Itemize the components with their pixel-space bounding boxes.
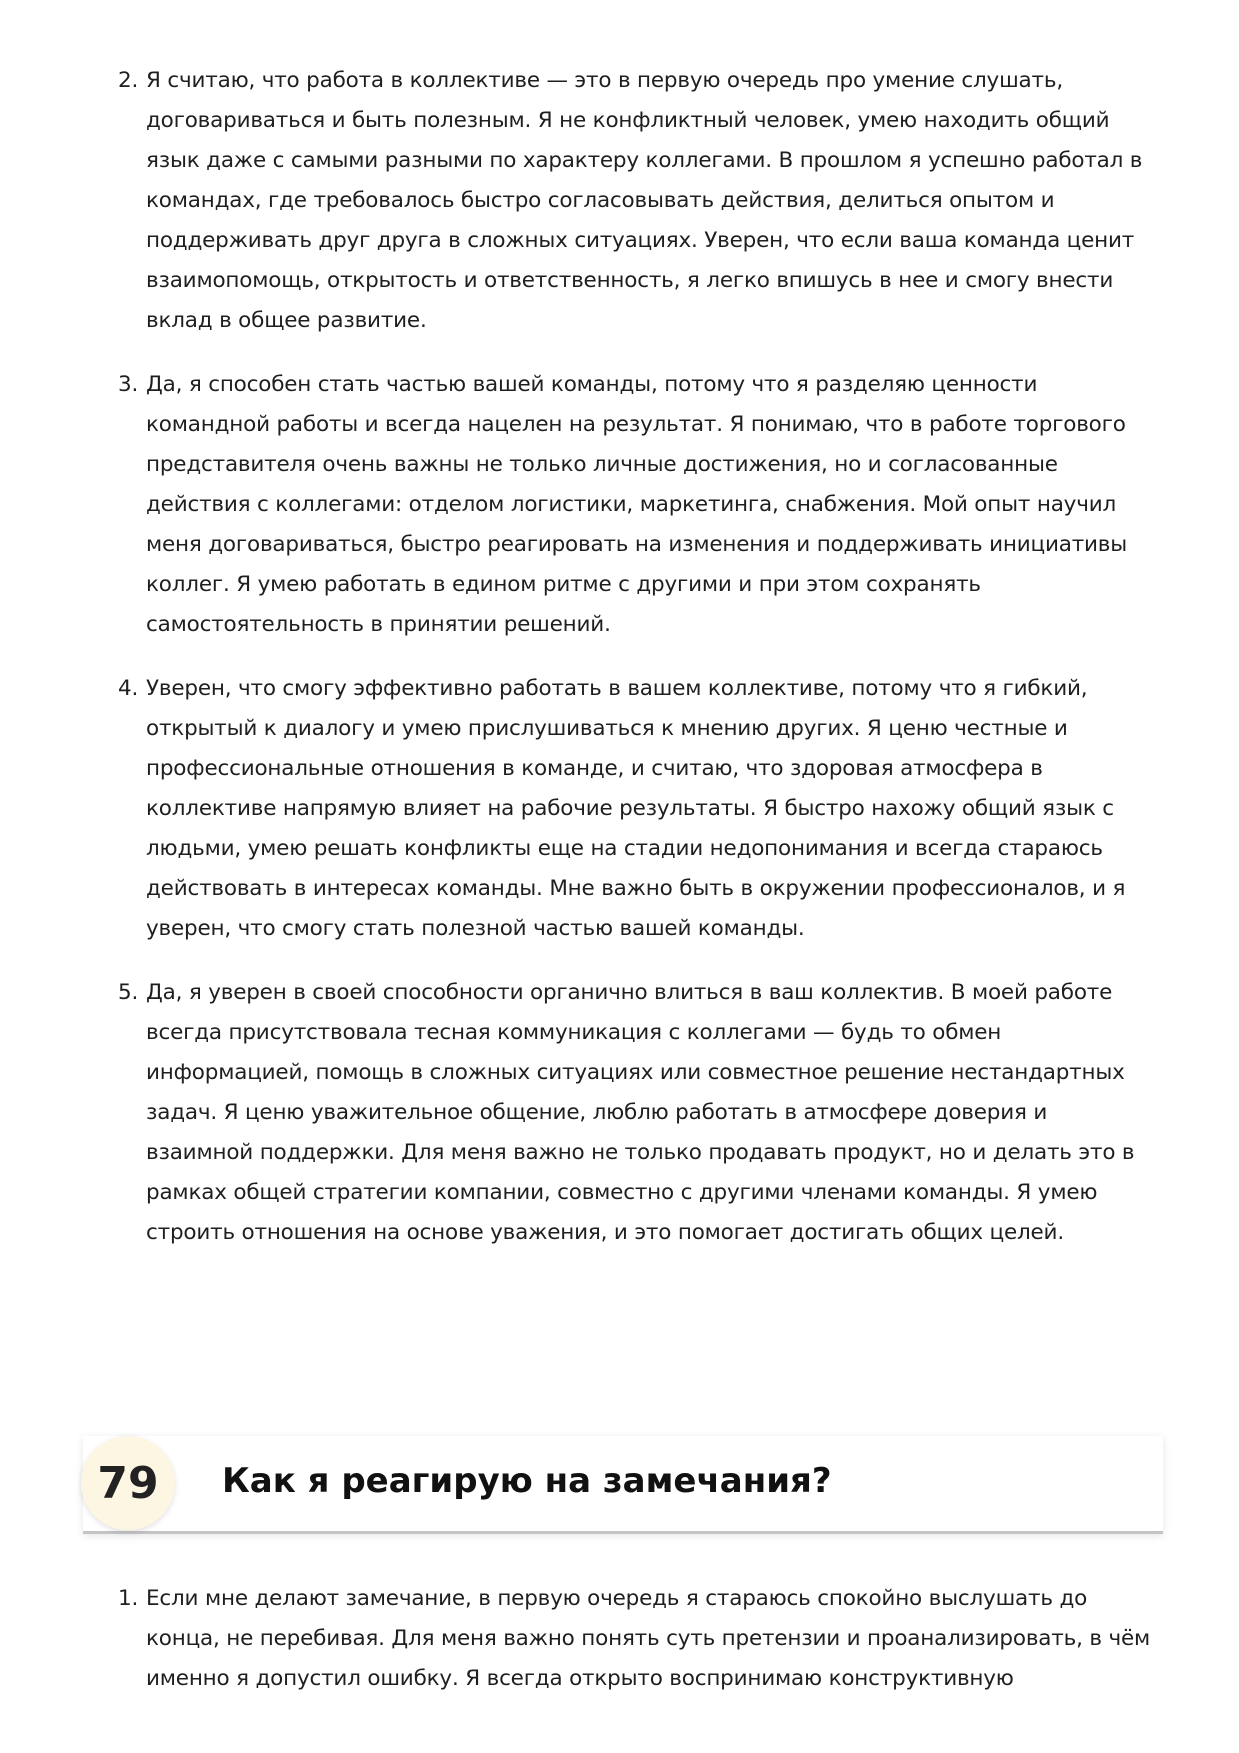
list-item-text: Уверен, что смогу эффективно работать в вашем коллективе, потому что я гибкий, открытый к диалогу и умею прислушиваться к мнению других. Я ценю честные и профессиональные отношения в команде, и считаю, что здоровая атмосфера в коллективе напрямую влияет на рабочие результаты. Я быстро нахожу общий язык с людьми, умею решать конфликты еще на стадии недопонимания и всегда стараюсь действовать в интересах команды. Мне важно быть в окружении профессионалов, и я уверен, что смогу стать полезной частью вашей команды. [146,676,1126,941]
list-item-text: Я считаю, что работа в коллективе — это в первую очередь про умение слушать, договариваться и быть полезным. Я не конфликтный человек, умею находить общий язык даже с самыми разными по характеру коллегами. В прошлом я успешно работал в командах, где требовалось быстро согласовывать действия, делиться опытом и поддерживать друг друга в сложных ситуациях. Уверен, что если ваша команда ценит взаимопомощь, открытость и ответственность, я легко впишусь в нее и смогу внести вклад в общее развитие. [146,68,1143,333]
list-item-text: Да, я способен стать частью вашей команды, потому что я разделяю ценности командной работы и всегда нацелен на результат. Я понимаю, что в работе торгового представителя очень важны не только личные достижения, но и согласованные действия с коллегами: отделом логистики, маркетинга, снабжения. Мой опыт научил меня договариваться, быстро реагировать на изменения и поддерживать инициативы коллег. Я умею работать в едином ритме с другими и при этом сохранять самостоятельность в принятии решений. [146,372,1128,637]
list-item [115,1579,1160,1699]
section-header [83,1436,1163,1533]
list-item [115,61,1160,341]
list-item-number: 5. [118,980,139,1005]
previous-answers-list [115,61,1160,1277]
list-item-number: 1. [118,1586,139,1611]
list-item [115,973,1160,1253]
section-title: Как я реагирую на замечания? [222,1461,832,1501]
list-item-number: 2. [118,68,139,93]
list-item-text: Если мне делают замечание, в первую очередь я стараюсь спокойно выслушать до конца, не перебивая. Для меня важно понять суть претензии и проанализировать, в чём именно я допустил ошибку. Я всегда открыто воспринимаю конструктивную [146,1586,1150,1691]
section-answers-list [115,1579,1160,1723]
list-item-text: Да, я уверен в своей способности органично влиться в ваш коллектив. В моей работе всегда присутствовала тесная коммуникация с коллегами — будь то обмен информацией, помощь в сложных ситуациях или совместное решение нестандартных задач. Я ценю уважительное общение, люблю работать в атмосфере доверия и взаимной поддержки. Для меня важно не только продавать продукт, но и делать это в рамках общей стратегии компании, совместно с другими членами команды. Я умею строить отношения на основе уважения, и это помогает достигать общих целей. [146,980,1135,1245]
section-number-badge: 79 [81,1436,175,1530]
list-item [115,669,1160,949]
list-item-number: 4. [118,676,139,701]
list-item-number: 3. [118,372,139,397]
list-item [115,365,1160,645]
